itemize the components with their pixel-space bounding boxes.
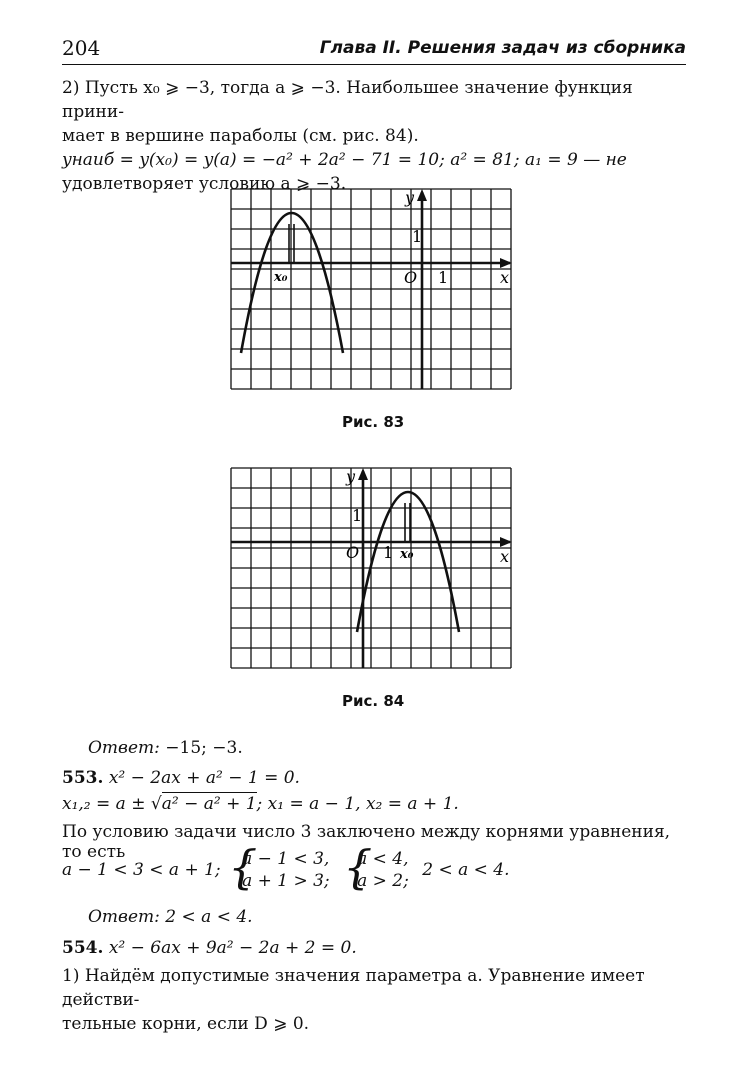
- solution-line-1: 2) Пусть x₀ ⩾ −3, тогда a ⩾ −3. Наибольшее значение функция прини-: [62, 78, 633, 122]
- fig84-label-y: y: [346, 467, 356, 486]
- roots-sqrt-radicand: a² − a² + 1: [161, 794, 257, 814]
- answer-1-label: Ответ:: [88, 738, 160, 758]
- answer-2: [88, 907, 253, 927]
- fig84-x-arrow: [500, 537, 512, 547]
- answer-2-value: 2 < a < 4.: [165, 907, 253, 927]
- fig83-label-x0: x₀: [274, 270, 288, 285]
- system-2-row-2: a > 2;: [357, 871, 409, 891]
- problem-554-line-2: тельные корни, если D ⩾ 0.: [62, 1014, 310, 1034]
- problem-553-inequalities: [62, 840, 510, 896]
- solution-line-3: yнаиб = y(x₀) = y(a) = −a² + 2a² − 71 = 10; a² = 81; a₁ = 9 — не: [62, 150, 627, 170]
- solution-line-4: удовлетворяет условию a ⩾ −3.: [62, 174, 347, 194]
- problem-553-equation: x² − 2ax + a² − 1 = 0.: [108, 768, 300, 788]
- fig83-label-origin: O: [404, 268, 418, 287]
- fig83-y-arrow: [417, 189, 427, 201]
- answer-1: [88, 738, 243, 758]
- system-1-row-1: a − 1 < 3,: [242, 849, 330, 869]
- problem-554-line-1: 1) Найдём допустимые значения параметра a. Уравнение имеет действи-: [62, 966, 645, 1010]
- problem-554-equation: x² − 6ax + 9a² − 2a + 2 = 0.: [108, 938, 357, 958]
- problem-554-heading: [62, 938, 357, 958]
- solution-paragraph: [62, 76, 690, 196]
- problem-553-roots: [62, 794, 459, 814]
- ineq-start: a − 1 < 3 < a + 1;: [62, 860, 221, 880]
- system-1-brace: {: [228, 840, 258, 894]
- fig83-label-y: y: [405, 188, 415, 207]
- fig83-label-one-x: 1: [438, 268, 449, 287]
- figure-84-graph: [228, 465, 518, 671]
- fig84-label-one-x: 1: [383, 543, 394, 562]
- fig84-label-x0: x₀: [400, 547, 414, 562]
- problem-554-text: [62, 964, 690, 1036]
- figure-83-graph: [228, 186, 518, 392]
- header-rule: [62, 64, 686, 65]
- fig84-parabola: [357, 492, 459, 632]
- page-number: 204: [62, 36, 101, 60]
- ineq-result: 2 < a < 4.: [422, 860, 510, 880]
- system-2-brace: {: [343, 840, 373, 894]
- system-2-row-1: a < 4,: [357, 849, 409, 869]
- problem-554-number: 554.: [62, 938, 104, 958]
- system-1: [228, 840, 330, 894]
- solution-line-2: мает в вершине параболы (см. рис. 84).: [62, 126, 419, 146]
- problem-553-condition: По условию задачи число 3 заключено между корнями уравнения, то есть: [62, 822, 671, 862]
- chapter-title: Глава II. Решения задач из сборника: [319, 38, 686, 58]
- answer-1-value: −15; −3.: [165, 738, 243, 758]
- fig84-label-x: x: [500, 547, 510, 566]
- system-1-row-2: a + 1 > 3;: [242, 871, 330, 891]
- problem-553-number: 553.: [62, 768, 104, 788]
- answer-2-label: Ответ:: [88, 907, 160, 927]
- fig83-x-arrow: [500, 258, 512, 268]
- figure-83-caption: Рис. 83: [342, 413, 405, 431]
- figure-84-caption: Рис. 84: [342, 692, 405, 710]
- fig83-label-one-y: 1: [412, 227, 423, 246]
- sqrt-sign: √: [150, 794, 162, 814]
- fig84-y-arrow: [358, 468, 368, 480]
- problem-553-heading: [62, 768, 300, 788]
- fig83-parabola: [241, 213, 343, 353]
- roots-start: x₁,₂ = a ±: [62, 794, 151, 814]
- roots-end: ; x₁ = a − 1, x₂ = a + 1.: [256, 794, 459, 814]
- system-2: [343, 840, 409, 894]
- fig84-label-origin: O: [346, 543, 360, 562]
- fig84-label-one-y: 1: [352, 506, 363, 525]
- fig83-label-x: x: [500, 268, 510, 287]
- fig83-grid: [231, 189, 511, 389]
